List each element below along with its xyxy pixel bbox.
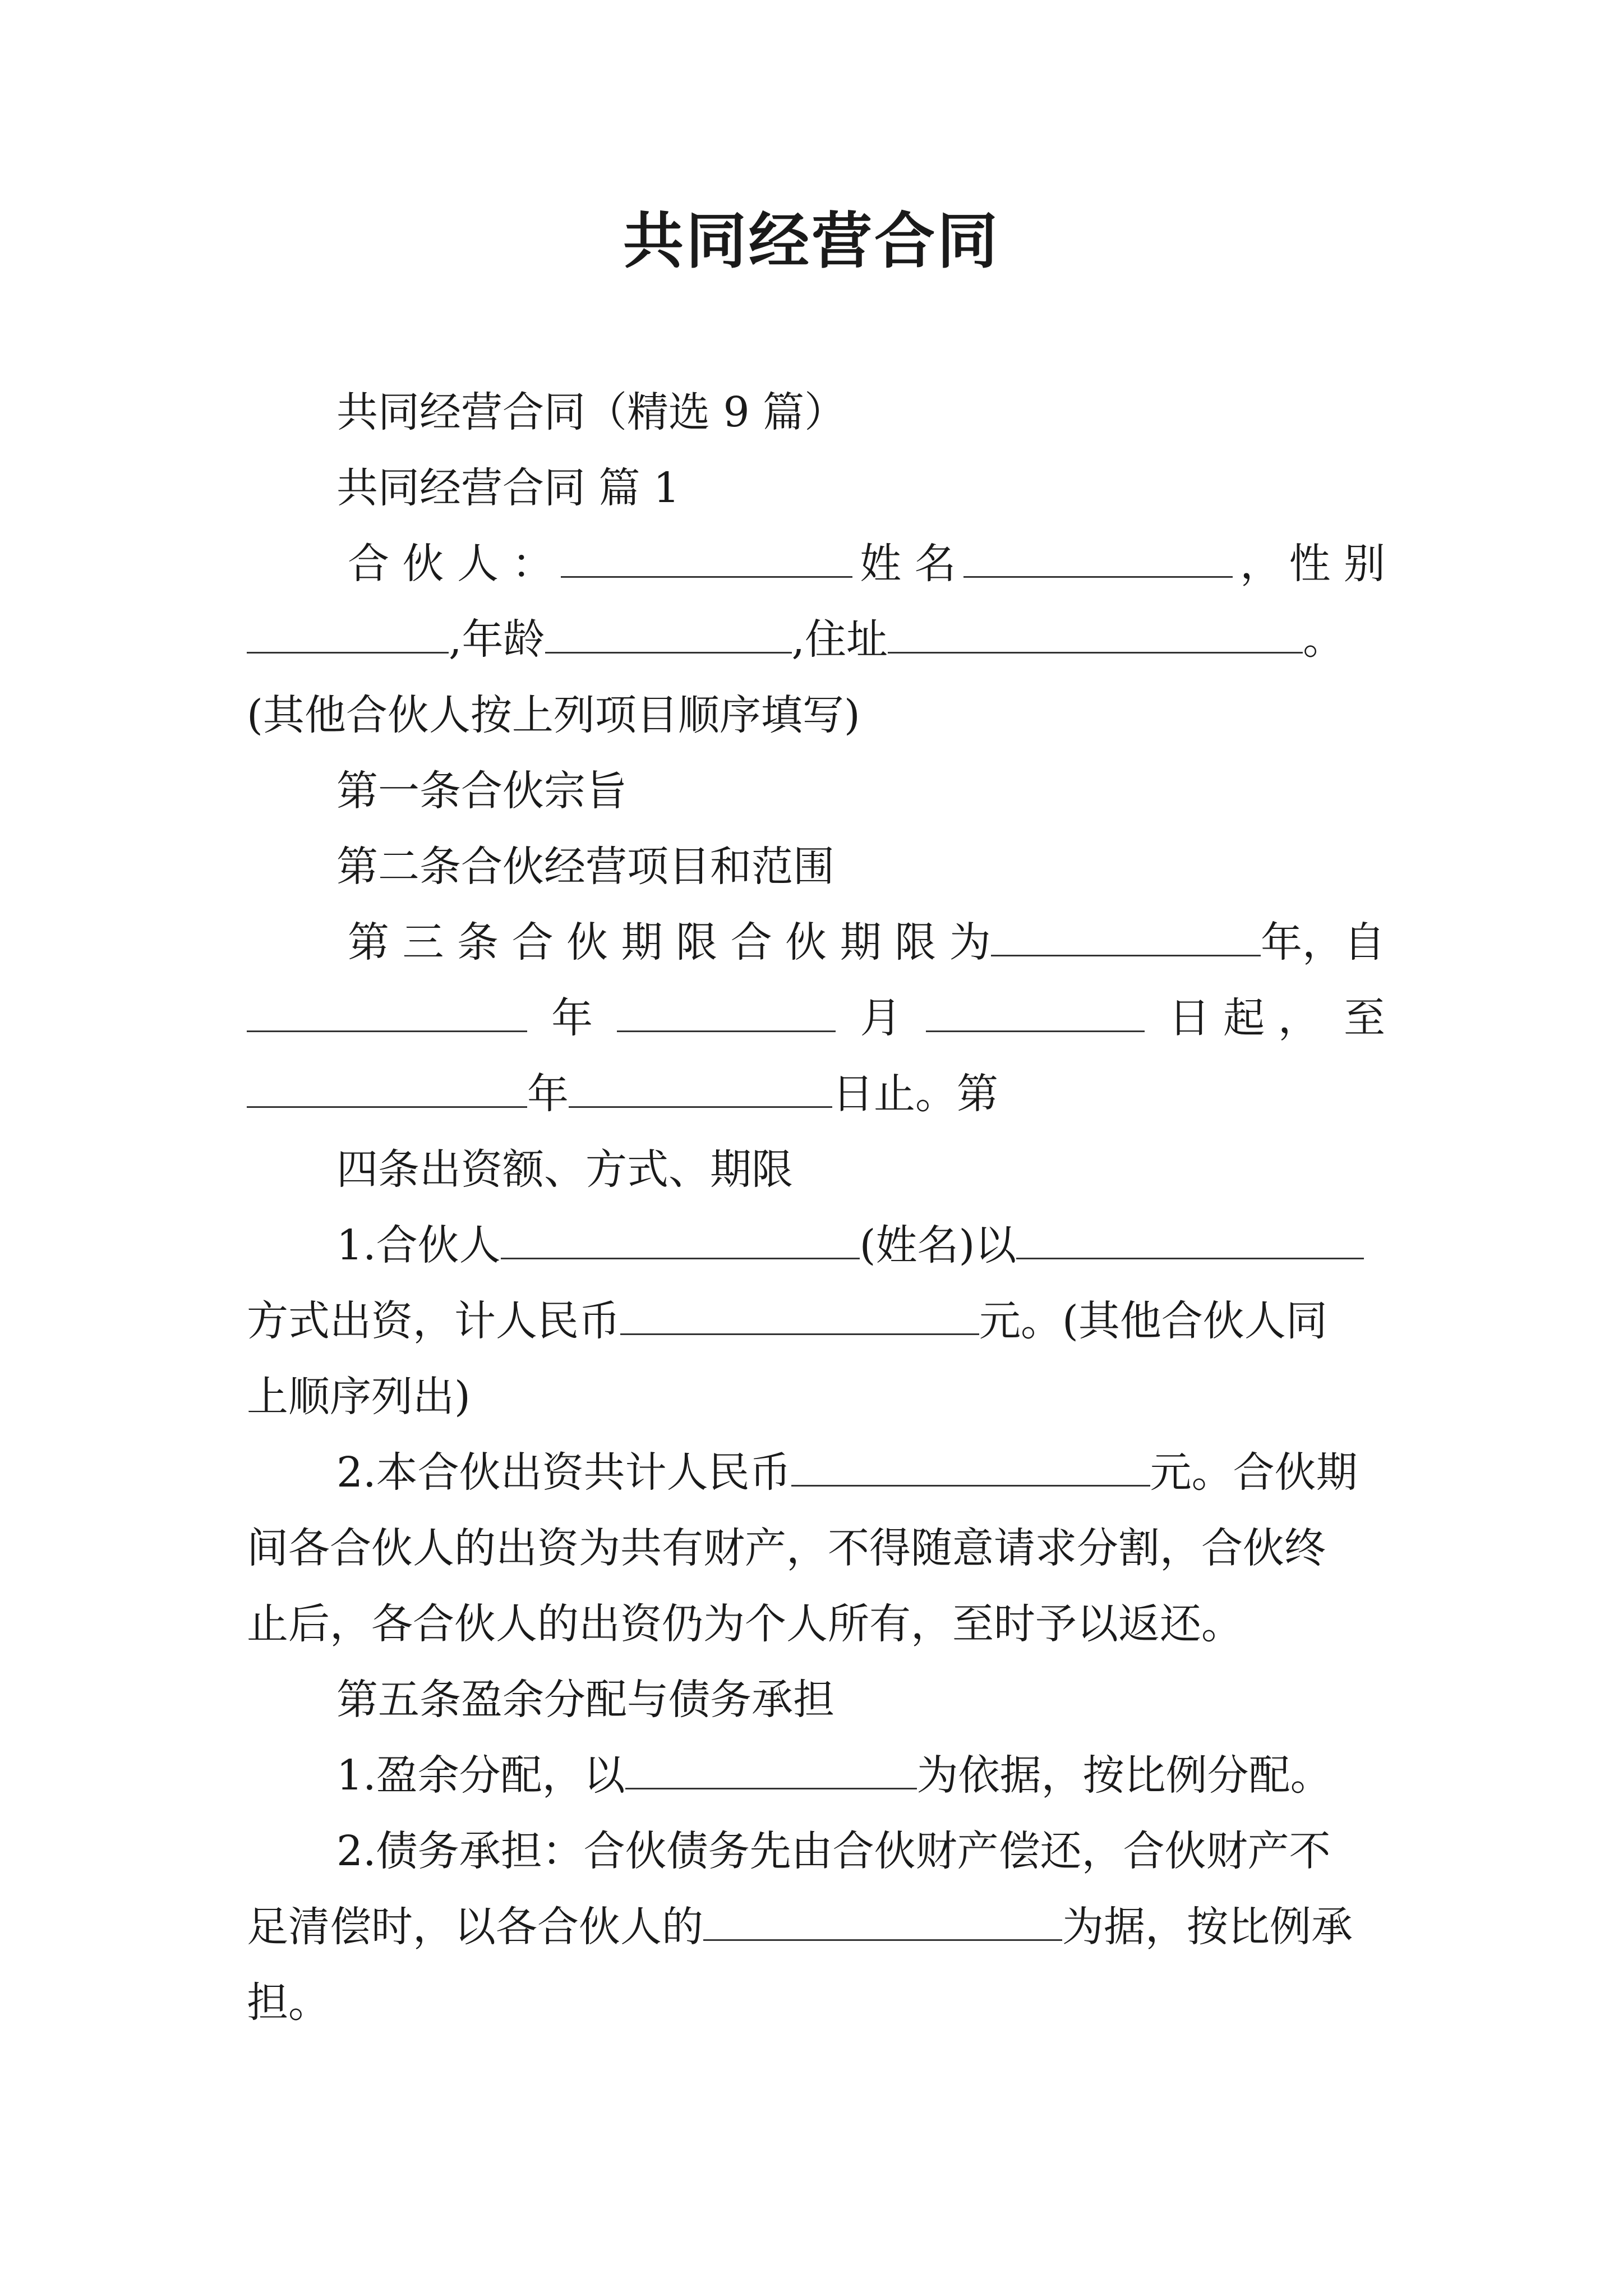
profit-basis-blank <box>625 1753 917 1789</box>
period-text: 。 <box>1303 615 1345 664</box>
comma-text: ， <box>1240 540 1282 588</box>
term-line-3 <box>247 1063 1385 1125</box>
article-3-text: 第 三 条 合 伙 期 限 合 伙 期 限 为 <box>348 918 991 967</box>
name-blank <box>963 541 1233 578</box>
profit-text: 1.盈余分配，以 <box>336 1751 625 1800</box>
years-text: 年， <box>1261 918 1344 967</box>
common-property-line: 间各合伙人的出资为共有财产，不得随意请求分割，合伙终 <box>247 1524 1326 1572</box>
term-line-2 <box>247 987 1385 1049</box>
contribution-line-3: 上顺序列出) <box>247 1373 471 1421</box>
debt-line-2 <box>247 1896 1385 1958</box>
debt-basis-blank <box>703 1904 1062 1941</box>
article-1-heading: 第一条合伙宗旨 <box>336 767 627 815</box>
debt-text: 足清偿时，以各合伙人的 <box>247 1903 703 1951</box>
year-text: 年 <box>551 994 593 1042</box>
start-month-blank <box>617 996 836 1032</box>
gender-blank <box>247 617 449 654</box>
section-heading-line: 共同经营合同 篇 1 <box>336 464 680 512</box>
contribution-line-1 <box>247 1214 1385 1276</box>
term-line-1 <box>247 912 1385 973</box>
age-address-line <box>247 609 1385 670</box>
partner-label: 合 伙 人 ： <box>348 540 554 588</box>
return-line: 止后，各合伙人的出资仍为个人所有，至时予以返还。 <box>247 1600 1243 1648</box>
subtitle-line: 共同经营合同（精选 9 篇） <box>336 388 846 436</box>
name-label: 姓 名 <box>860 540 956 588</box>
rmb-amount-blank <box>620 1299 979 1335</box>
partner-info-line <box>247 533 1385 595</box>
document-title: 共同经营合同 <box>623 206 1000 277</box>
debt-line-1: 2.债务承担：合伙债务先由合伙财产偿还，合伙财产不 <box>336 1827 1331 1875</box>
end-day-blank <box>569 1071 832 1108</box>
end-year-text: 年 <box>527 1070 569 1118</box>
partner-contribution-text: 1.合伙人 <box>336 1221 501 1269</box>
by-name-text: (姓名)以 <box>859 1221 1017 1269</box>
to-text: 至 <box>1343 994 1385 1042</box>
start-year-blank <box>247 996 527 1032</box>
gender-label: 性 别 <box>1289 540 1385 588</box>
total-amount-blank <box>791 1450 1150 1487</box>
profit-ratio-text: 为依据，按比例分配。 <box>916 1751 1332 1800</box>
contribution-line-2 <box>247 1290 1385 1352</box>
day-start-text: 日 起 ， <box>1168 994 1320 1042</box>
partner-name-blank <box>501 1223 860 1259</box>
total-yuan-text: 元。合伙期 <box>1150 1448 1358 1497</box>
article-2-heading: 第二条合伙经营项目和范围 <box>336 843 834 891</box>
total-contribution-line <box>247 1442 1385 1503</box>
end-day-text: 日止。第 <box>832 1070 998 1118</box>
age-blank <box>545 617 792 654</box>
start-day-blank <box>926 996 1145 1032</box>
from-text: 自 <box>1344 918 1385 967</box>
article-5-heading: 第五条盈余分配与债务承担 <box>336 1676 834 1724</box>
partner-blank <box>561 541 852 578</box>
term-years-blank <box>991 920 1261 956</box>
total-text: 2.本合伙出资共计人民币 <box>336 1448 791 1497</box>
address-blank <box>888 617 1303 654</box>
address-label: ,住址 <box>791 615 888 664</box>
month-text: 月 <box>860 994 902 1042</box>
profit-distribution-line <box>247 1745 1385 1806</box>
method-text: 方式出资，计人民币 <box>247 1297 620 1345</box>
debt-ratio-text: 为据，按比例承 <box>1062 1903 1353 1951</box>
end-year-blank <box>247 1071 527 1108</box>
contribution-method-blank <box>1016 1223 1364 1259</box>
article-4-heading: 四条出资额、方式、期限 <box>336 1145 793 1194</box>
debt-line-3: 担。 <box>247 1978 330 2027</box>
yuan-text: 元。(其他合伙人同 <box>979 1297 1327 1345</box>
other-partners-note: (其他合伙人按上列项目顺序填写) <box>247 691 860 739</box>
age-label: ,年龄 <box>449 615 545 664</box>
